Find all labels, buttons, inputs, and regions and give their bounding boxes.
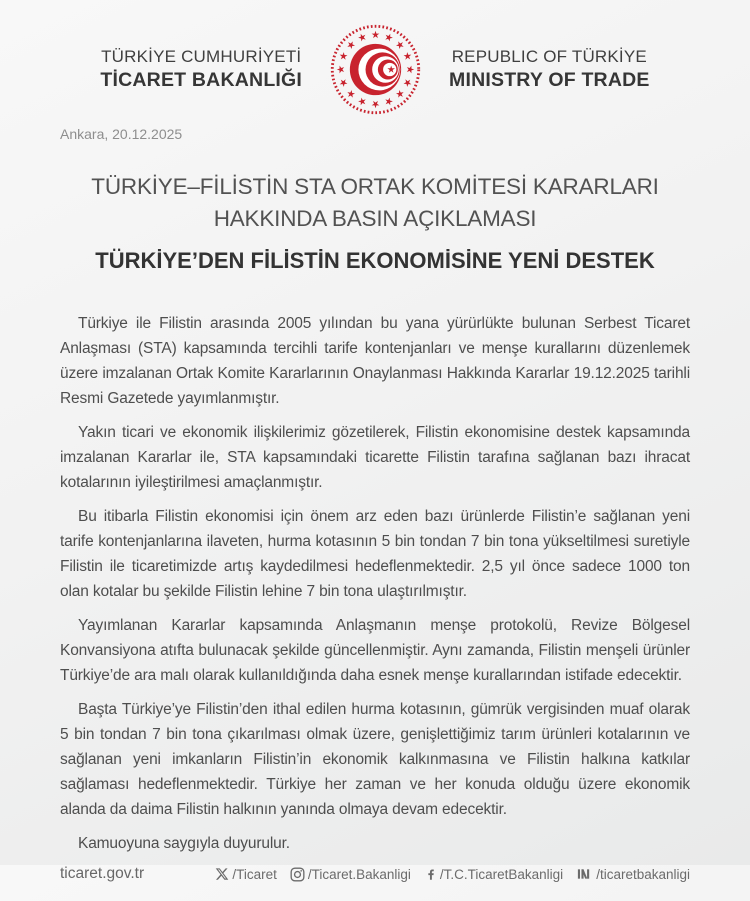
social-handle: /Ticaret — [232, 866, 277, 882]
social-handle: /ticaretbakanligi — [596, 866, 690, 882]
header-right-line1: REPUBLIC OF TÜRKİYE — [451, 47, 647, 66]
title-line2: HAKKINDA BASIN AÇIKLAMASI — [213, 206, 537, 231]
header-left-line1: TÜRKİYE CUMHURİYETİ — [101, 47, 302, 66]
press-release-subtitle: TÜRKİYE’DEN FİLİSTİN EKONOMİSİNE YENİ DESTEK — [95, 248, 655, 273]
press-release-title — [60, 171, 690, 235]
body-paragraph: Başta Türkiye’ye Filistin’den ithal edilen hurma kotasının, gümrük vergisinden muaf olarak 5 bin tondan 7 bin tona çıkarılması olmak üzere, genişlettiğimiz tarım ürünleri kotalarının ve sağlanan yeni imkanların Filistin’in ekonomik kalkınmasına ve Filistin halkına katkılar sağlaması hedeflenmektedir. Türkiye her zaman ve her konuda olduğu üzere ekonomik alanda da daima Filistin halkının yanında olmaya devam edecektir. — [60, 701, 690, 818]
social-link-nsosyal[interactable] — [576, 867, 690, 882]
header-right-block — [449, 47, 650, 92]
nsosyal-icon — [576, 867, 593, 881]
website-link[interactable]: ticaret.gov.tr — [60, 865, 145, 882]
instagram-icon — [290, 867, 305, 882]
social-links — [215, 867, 690, 882]
press-release-body — [60, 311, 690, 865]
body-paragraph: Yakın ticari ve ekonomik ilişkilerimiz gözetilerek, Filistin ekonomisine destek kapsamında imzalanan Kararlar ile, STA kapsamındaki ticarette Filistin tarafına sağlanan bazı ihracat kotalarının iyileştirilmesi amaçlanmıştır. — [60, 424, 690, 491]
body-paragraph: Kamuoyuna saygıyla duyurulur. — [78, 835, 290, 852]
header — [60, 22, 690, 117]
dateline: Ankara, 20.12.2025 — [60, 126, 183, 142]
facebook-icon — [424, 867, 437, 881]
title-line1: TÜRKİYE–FİLİSTİN STA ORTAK KOMİTESİ KARARLARI — [91, 174, 659, 199]
social-link-instagram[interactable] — [290, 867, 411, 882]
social-link-facebook[interactable] — [424, 867, 563, 882]
social-link-x[interactable] — [215, 867, 277, 882]
ministry-of-trade-logo — [328, 22, 423, 117]
footer — [60, 865, 690, 901]
social-handle: /Ticaret.Bakanligi — [307, 866, 411, 882]
body-paragraph: Türkiye ile Filistin arasında 2005 yılından bu yana yürürlükte bulunan Serbest Ticaret Anlaşması (STA) kapsamında tercihli tarife kontenjanları ve menşe kurallarını düzenlemek üzere imzalanan Ortak Komite Kararlarının Onaylanması Hakkında Kararlar 19.12.2025 tarihli Resmi Gazetede yayımlanmıştır. — [60, 315, 690, 407]
header-right-line2: MINISTRY OF TRADE — [449, 69, 650, 91]
header-left-line2: TİCARET BAKANLIĞI — [100, 69, 303, 91]
body-paragraph: Yayımlanan Kararlar kapsamında Anlaşmanın menşe protokolü, Revize Bölgesel Konvansiyona atıfta bulunacak şekilde güncellenmiştir. Aynı zamanda, Filistin menşeli ürünler Türkiye’de ara malı olarak kullanıldığında daha esnek menşe kurallarından istifade edecektir. — [60, 617, 690, 684]
header-left-block — [100, 47, 302, 92]
x-icon — [215, 867, 229, 881]
social-handle: /T.C.TicaretBakanligi — [439, 866, 564, 882]
body-paragraph: Bu itibarla Filistin ekonomisi için önem arz eden bazı ürünlerde Filistin’e sağlanan yeni tarife kontenjanlarına ilaveten, hurma kotasının 5 bin tondan 7 bin tona yükseltilmesi suretiyle Filistin ile ticaretimizde artış kaydedilmesi hedeflenmektedir. 2,5 yıl önce sadece 1000 ton olan kotalar bu şekilde Filistin lehine 7 bin tona ulaştırılmıştır. — [60, 508, 690, 600]
